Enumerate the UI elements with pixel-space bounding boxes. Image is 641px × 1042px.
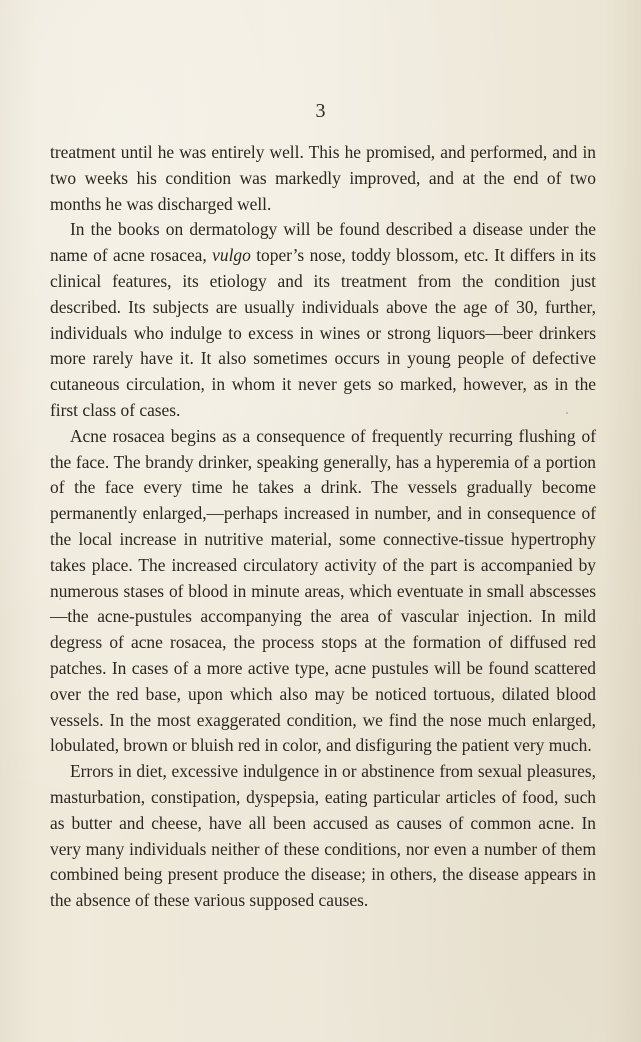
paragraph-2-after: toper’s nose, toddy blossom, etc. It differs in its clinical features, its etiology and its treatment from the condition just described. Its subjects are usually individuals above the age of 30, further, individuals who indulge to excess in wines or strong liquors—beer drinkers more rarely have it. It also sometimes occurs in young people of defective cutaneous circulation, in whom it never gets so marked, however, as in the first class of cases. (50, 245, 596, 420)
paragraph-4: Errors in diet, excessive indulgence in or abstinence from sexual pleasures, masturbation, constipation, dyspepsia, eating particular articles of food, such as butter and cheese, have all been accused as causes of common acne. In very many individuals neither of these conditions, nor even a number of them combined being present produce the disease; in others, the disease appears in the absence of these various supposed causes. (50, 761, 596, 911)
page-number: 3 (315, 100, 326, 122)
paragraph-2 (50, 217, 596, 423)
paragraph-3: Acne rosacea begins as a consequence of frequently recurring flushing of the face. The brandy drinker, speaking generally, has a hyperemia of a portion of the face every time he takes a drink. The vessels gradually become permanently enlarged,—perhaps increased in number, and in consequence of the local increase in nutritive material, some connective-tissue hypertrophy takes place. The increased circulatory activity of the part is accompanied by numerous stases of blood in minute areas, which eventuate in small abscesses—the acne-pustules accompanying the area of vascular injection. In mild degress of acne rosacea, the process stops at the formation of diffused red patches. In cases of a more active type, acne pustules will be found scattered over the red base, upon which also may be noticed tortuous, dilated blood vessels. In the most exaggerated condition, we find the nose much enlarged, lobulated, brown or bluish red in color, and disfiguring the patient very much. (50, 425, 596, 756)
paragraph-2-before: In the books on dermatology will be found described a disease under the name of acne rosacea, (50, 219, 596, 266)
paragraph-1: treatment until he was entirely well. This he promised, and performed, and in two weeks his condition was markedly improved, and at the end of two months he was discharged well. (50, 142, 596, 214)
page-body (50, 140, 596, 914)
paragraph-2-italic: vulgo (212, 245, 251, 266)
